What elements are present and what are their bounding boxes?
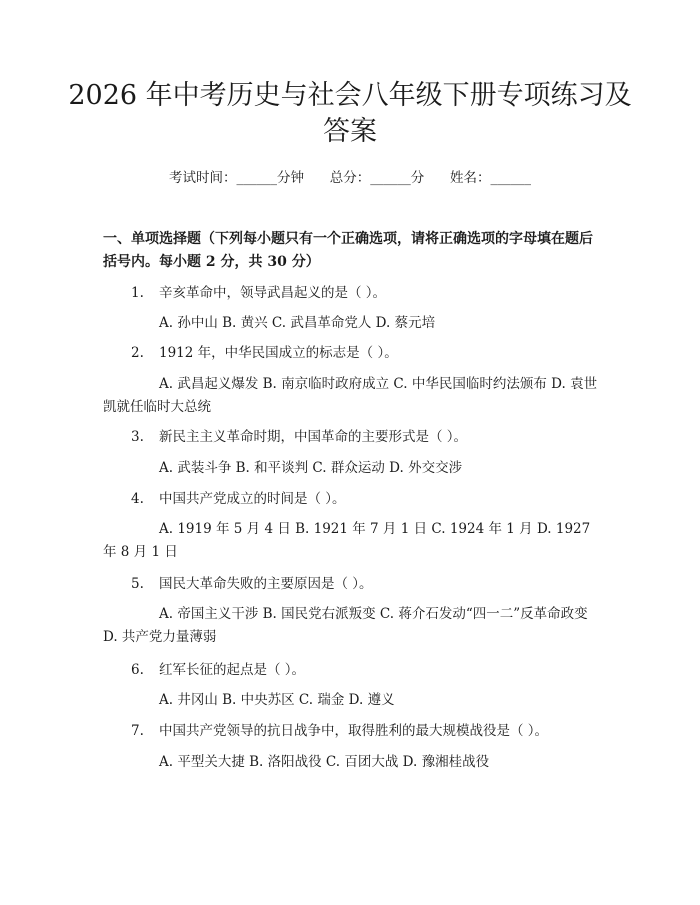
question-text: 红军长征的起点是（ ）。 [159,662,306,678]
question-1-stem [103,282,603,304]
question-number: 5. [131,576,144,592]
question-3-options: A. 武装斗争 B. 和平谈判 C. 群众运动 D. 外交交涉 [159,460,463,476]
question-5-stem [103,573,603,595]
question-number: 7. [131,723,144,739]
question-text: 中国共产党成立的时间是（ ）。 [159,491,346,507]
question-2-stem [103,342,603,364]
question-6-options: A. 井冈山 B. 中央苏区 C. 瑞金 D. 遵义 [159,692,395,708]
section-heading: 一、单项选择题（下列每小题只有一个正确选项，请将正确选项的字母填在题后括号内。每小题 2 分，共 30 分） [103,231,593,270]
question-text: 中国共产党领导的抗日战争中，取得胜利的最大规模战役是（ ）。 [159,723,549,739]
question-text: 辛亥革命中，领导武昌起义的是（ ）。 [159,285,387,301]
question-7-stem [103,720,603,742]
question-text: 新民主主义革命时期，中国革命的主要形式是（ ）。 [159,429,468,445]
question-3-stem [103,426,603,448]
question-7-options: A. 平型关大捷 B. 洛阳战役 C. 百团大战 D. 豫湘桂战役 [159,754,490,770]
question-5-options: A. 帝国主义干涉 B. 国民党右派叛变 C. 蒋介石发动“四一二”反革命政变 D. 共产党力量薄弱 [103,606,588,645]
question-number: 6. [131,662,144,678]
question-number: 3. [131,429,144,445]
document-title: 2026 年中考历史与社会八年级下册专项练习及答案 [68,80,632,147]
question-text: 1912 年，中华民国成立的标志是（ ）。 [159,345,398,361]
question-number: 2. [131,345,144,361]
question-text: 国民大革命失败的主要原因是（ ）。 [159,576,373,592]
question-6-stem [103,659,603,681]
question-2-options: A. 武昌起义爆发 B. 南京临时政府成立 C. 中华民国临时约法颁布 D. 袁世凯就任临时大总统 [103,376,598,415]
question-number: 1. [131,285,144,301]
exam-info-line: 考试时间：______分钟 总分：______分 姓名：______ [169,170,531,186]
question-4-options: A. 1919 年 5 月 4 日 B. 1921 年 7 月 1 日 C. 1924 年 1 月 D. 1927 年 8 月 1 日 [103,521,591,560]
question-1-options: A. 孙中山 B. 黄兴 C. 武昌革命党人 D. 蔡元培 [159,315,436,331]
question-number: 4. [131,491,144,507]
question-4-stem [103,488,603,510]
